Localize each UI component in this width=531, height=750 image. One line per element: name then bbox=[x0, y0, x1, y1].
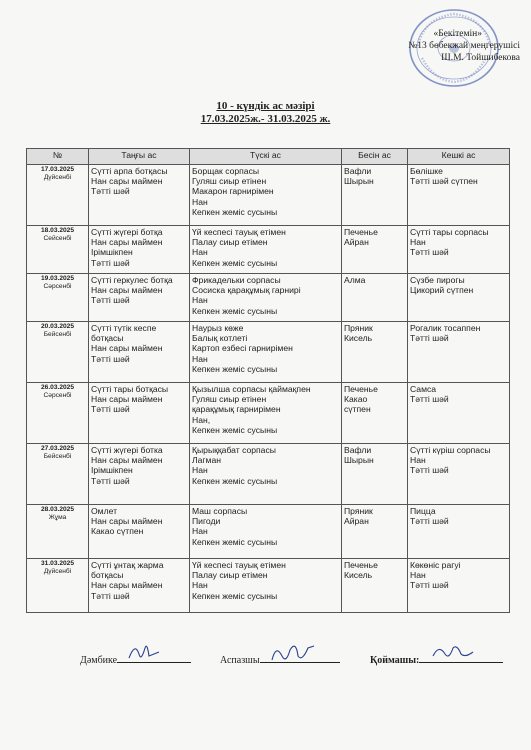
dish-item: Сүтті тары ботқасы bbox=[91, 384, 169, 394]
day-date: 19.03.2025 bbox=[40, 275, 74, 282]
snack-cell bbox=[342, 559, 408, 613]
dish-item: Пряник bbox=[344, 506, 373, 516]
dish-item: Шырын bbox=[344, 176, 374, 187]
dish-item: Макарон гарнирімен bbox=[192, 186, 274, 197]
table-row bbox=[27, 226, 510, 274]
dish-item: Ірімшікпен bbox=[91, 465, 133, 476]
dinner-cell bbox=[408, 383, 510, 444]
day-date: 18.03.2025 bbox=[40, 227, 74, 234]
dish-item: Нан bbox=[410, 570, 426, 581]
dish-item: Тәтті шәй bbox=[410, 247, 449, 258]
day-weekday: Дүйсенбі bbox=[43, 568, 72, 575]
title-line-2: 17.03.2025ж.- 31.03.2025 ж. bbox=[200, 113, 331, 125]
day-weekday: Дүйсенбі bbox=[43, 174, 72, 181]
dish-item: Кисель bbox=[344, 333, 373, 344]
dish-item: Палау сиыр етімен bbox=[192, 237, 268, 248]
dish-item: Сүтті ұнтақ жарма ботқасы bbox=[91, 560, 164, 581]
lunch-cell bbox=[190, 559, 342, 613]
dinner-cell bbox=[408, 322, 510, 383]
dish-item: Шырын bbox=[344, 455, 374, 466]
breakfast-cell bbox=[89, 165, 190, 226]
dish-item: сүтпен bbox=[344, 404, 371, 415]
snack-cell bbox=[342, 444, 408, 505]
dish-item: Қызылша сорпасы қаймақпен bbox=[192, 384, 311, 394]
dish-item: Кепкен жеміс сусыны bbox=[192, 475, 278, 486]
dish-item: Сүтті тары сорпасы bbox=[410, 227, 489, 237]
dish-item: Кепкен жеміс сусыны bbox=[192, 206, 278, 217]
dish-item: Нан bbox=[410, 237, 426, 248]
dish-item: Гуляш сиыр етінен bbox=[192, 176, 267, 187]
dish-item: Кисель bbox=[344, 570, 373, 581]
breakfast-cell bbox=[89, 226, 190, 274]
column-header-snack: Бесін ас bbox=[342, 149, 408, 165]
dish-item: Тәтті шәй bbox=[91, 186, 130, 197]
breakfast-cell bbox=[89, 322, 190, 383]
dish-item: Нан bbox=[192, 247, 208, 258]
dinner-cell bbox=[408, 226, 510, 274]
dish-item: Нан сары маймен bbox=[91, 343, 163, 354]
column-header-dinner: Кешкі ас bbox=[408, 149, 510, 165]
day-date: 20.03.2025 bbox=[40, 323, 74, 330]
dish-item: Кепкен жеміс сусыны bbox=[192, 590, 278, 601]
dish-item: Қырыққабат сорпасы bbox=[192, 445, 276, 455]
day-cell bbox=[27, 322, 89, 383]
dish-item: Кепкен жеміс сусыны bbox=[192, 305, 278, 316]
dish-item: Нан сары маймен bbox=[91, 176, 163, 187]
dish-item: Тәтті шәй bbox=[91, 257, 130, 268]
dish-item: Тәтті шәй bbox=[91, 590, 130, 601]
approval-position: №13 бөбекжай меңгерушісі bbox=[408, 41, 520, 51]
dish-item: Рогалик тосаппен bbox=[410, 323, 481, 333]
signature-storekeeper bbox=[370, 652, 503, 666]
day-cell bbox=[27, 274, 89, 322]
approval-label: «Бекітемін» bbox=[433, 29, 482, 39]
table-header-row bbox=[27, 149, 510, 165]
snack-cell bbox=[342, 165, 408, 226]
page-title bbox=[0, 100, 531, 126]
signature-dietitian bbox=[80, 652, 191, 666]
dish-item: Нан сары маймен bbox=[91, 580, 163, 591]
dish-item: Нан сары маймен bbox=[91, 516, 163, 527]
dish-item: Какао сүтпен bbox=[91, 526, 144, 537]
dish-item: Кепкен жеміс сусыны bbox=[192, 424, 278, 435]
dish-item: Нан bbox=[192, 526, 208, 537]
dish-item: Сүзбе пирогы bbox=[410, 275, 465, 285]
day-cell bbox=[27, 444, 89, 505]
dish-item: Наурыз көже bbox=[192, 323, 244, 333]
approval-name: Ш.М. Тойшибекова bbox=[441, 53, 520, 63]
day-weekday: Бейсенбі bbox=[43, 331, 72, 338]
day-cell bbox=[27, 383, 89, 444]
dish-item: Нан, bbox=[192, 414, 211, 425]
dish-item: Ірімшікпен bbox=[91, 247, 133, 258]
table-row bbox=[27, 383, 510, 444]
dish-item: Нан сары маймен bbox=[91, 237, 163, 248]
dish-item: Тәтті шәй bbox=[91, 353, 130, 364]
column-header-number: № bbox=[27, 149, 89, 165]
dish-item: Нан bbox=[192, 353, 208, 364]
dish-item: Борщак сорпасы bbox=[192, 166, 260, 176]
day-cell bbox=[27, 559, 89, 613]
approval-block bbox=[330, 28, 520, 64]
dish-item: Нан bbox=[192, 465, 208, 476]
dish-item: Палау сиыр етімен bbox=[192, 570, 268, 581]
dish-item: Бөлішке bbox=[410, 166, 443, 176]
dish-item: Сүтті жүгері ботка bbox=[91, 445, 163, 455]
dish-item: Нан сары маймен bbox=[91, 455, 163, 466]
day-date: 17.03.2025 bbox=[40, 166, 74, 173]
day-weekday: Жұма bbox=[48, 514, 67, 521]
dish-item: Айран bbox=[344, 516, 369, 527]
dish-item: Тәтті шәй bbox=[410, 465, 449, 476]
table-row bbox=[27, 274, 510, 322]
dish-item: Нан bbox=[192, 196, 208, 207]
dinner-cell bbox=[408, 165, 510, 226]
dish-item: Тәтті шәй bbox=[410, 394, 449, 405]
dish-item: Айран bbox=[344, 237, 369, 248]
table-row bbox=[27, 322, 510, 383]
lunch-cell bbox=[190, 226, 342, 274]
signature-row bbox=[0, 646, 531, 670]
lunch-cell bbox=[190, 274, 342, 322]
snack-cell bbox=[342, 226, 408, 274]
day-date: 26.03.2025 bbox=[40, 384, 74, 391]
dinner-cell bbox=[408, 444, 510, 505]
day-date: 27.03.2025 bbox=[40, 445, 74, 452]
dish-item: Маш сорпасы bbox=[192, 506, 248, 516]
dish-item: Сүтті жүгері ботқа bbox=[91, 227, 163, 237]
snack-cell bbox=[342, 505, 408, 559]
breakfast-cell bbox=[89, 559, 190, 613]
table-row bbox=[27, 165, 510, 226]
dish-item: Самса bbox=[410, 384, 437, 394]
lunch-cell bbox=[190, 165, 342, 226]
day-weekday: Сейсенбі bbox=[43, 235, 72, 242]
breakfast-cell bbox=[89, 444, 190, 505]
dish-item: Гуляш сиыр етінен bbox=[192, 394, 267, 405]
dish-item: Сүтті арпа ботқасы bbox=[91, 166, 168, 176]
dish-item: Үй кеспесі тауық етімен bbox=[192, 227, 286, 237]
dish-item: Омлет bbox=[91, 506, 118, 516]
signature-line bbox=[419, 652, 503, 663]
day-weekday: Сәрсенбі bbox=[43, 392, 72, 399]
dish-item: Кепкен жеміс сусыны bbox=[192, 536, 278, 547]
lunch-cell bbox=[190, 505, 342, 559]
menu-table bbox=[26, 148, 510, 613]
dish-item: Сүтті түтік кеспе ботқасы bbox=[91, 323, 157, 344]
dish-item: Тәтті шәй bbox=[91, 475, 130, 486]
breakfast-cell bbox=[89, 505, 190, 559]
dish-item: Печенье bbox=[344, 384, 378, 394]
dish-item: Вафли bbox=[344, 445, 372, 455]
dish-item: Пигоди bbox=[192, 516, 221, 527]
dish-item: қарақұмық гарнирімен bbox=[192, 404, 281, 415]
day-weekday: Бейсенбі bbox=[43, 453, 72, 460]
dish-item: Пряник bbox=[344, 323, 373, 333]
menu-table-body bbox=[27, 165, 510, 613]
table-row bbox=[27, 505, 510, 559]
dish-item: Тәтті шәй bbox=[410, 580, 449, 591]
dish-item: Фрикадельки сорпасы bbox=[192, 275, 281, 285]
day-weekday: Сәрсенбі bbox=[43, 283, 72, 290]
signature-label-storekeeper: Қоймашы: bbox=[370, 655, 420, 666]
dish-item: Алма bbox=[344, 275, 366, 285]
day-cell bbox=[27, 226, 89, 274]
dish-item: Тәтті шәй bbox=[91, 404, 130, 415]
table-row bbox=[27, 559, 510, 613]
dish-item: Кепкен жеміс сусыны bbox=[192, 363, 278, 374]
dish-item: Лагман bbox=[192, 455, 221, 466]
dish-item: Тәтті шәй bbox=[410, 333, 449, 344]
dish-item: Нан bbox=[410, 455, 426, 466]
snack-cell bbox=[342, 383, 408, 444]
dish-item: Тәтті шәй сүтпен bbox=[410, 176, 478, 187]
lunch-cell bbox=[190, 383, 342, 444]
signature-label-dietitian: Дәмбике bbox=[80, 655, 118, 666]
dish-item: Нан сары маймен bbox=[91, 394, 163, 405]
dish-item: Какао bbox=[344, 394, 368, 405]
breakfast-cell bbox=[89, 274, 190, 322]
signature-label-cook: Аспазшы bbox=[220, 655, 260, 666]
lunch-cell bbox=[190, 322, 342, 383]
lunch-cell bbox=[190, 444, 342, 505]
dish-item: Печенье bbox=[344, 227, 378, 237]
dish-item: Сүтті геркулес ботқа bbox=[91, 275, 173, 285]
dish-item: Тәтті шәй bbox=[410, 516, 449, 527]
day-cell bbox=[27, 505, 89, 559]
signature-cook bbox=[220, 652, 340, 666]
handwritten-signature-icon bbox=[268, 640, 318, 666]
dish-item: Кепкен жеміс сусыны bbox=[192, 257, 278, 268]
dish-item: Картоп езбесі гарнирімен bbox=[192, 343, 293, 354]
dish-item: Сүтті күріш сорпасы bbox=[410, 445, 491, 455]
dish-item: Үй кеспесі тауық етімен bbox=[192, 560, 286, 570]
dish-item: Печенье bbox=[344, 560, 378, 570]
signature-line bbox=[117, 652, 191, 663]
dish-item: Вафли bbox=[344, 166, 372, 176]
dish-item: Цикорий сүтпен bbox=[410, 285, 474, 296]
breakfast-cell bbox=[89, 383, 190, 444]
dish-item: Көкөніс рагуі bbox=[410, 560, 461, 570]
dinner-cell bbox=[408, 274, 510, 322]
table-row bbox=[27, 444, 510, 505]
dish-item: Нан bbox=[192, 295, 208, 306]
day-cell bbox=[27, 165, 89, 226]
column-header-lunch: Түскі ас bbox=[190, 149, 342, 165]
handwritten-signature-icon bbox=[427, 640, 477, 664]
day-date: 31.03.2025 bbox=[40, 560, 74, 567]
dish-item: Нан сары маймен bbox=[91, 285, 163, 296]
dish-item: Тәтті шәй bbox=[91, 295, 130, 306]
title-line-1: 10 - күндік ас мәзірі bbox=[216, 100, 315, 112]
snack-cell bbox=[342, 274, 408, 322]
dinner-cell bbox=[408, 559, 510, 613]
signature-line bbox=[260, 652, 340, 663]
dish-item: Нан bbox=[192, 580, 208, 591]
dish-item: Сосиска қарақұмық гарнирі bbox=[192, 285, 301, 296]
dish-item: Пицца bbox=[410, 506, 436, 516]
dish-item: Балық котлеті bbox=[192, 333, 248, 344]
day-date: 28.03.2025 bbox=[40, 506, 74, 513]
dinner-cell bbox=[408, 505, 510, 559]
snack-cell bbox=[342, 322, 408, 383]
handwritten-signature-icon bbox=[125, 640, 165, 664]
column-header-breakfast: Таңғы ас bbox=[89, 149, 190, 165]
